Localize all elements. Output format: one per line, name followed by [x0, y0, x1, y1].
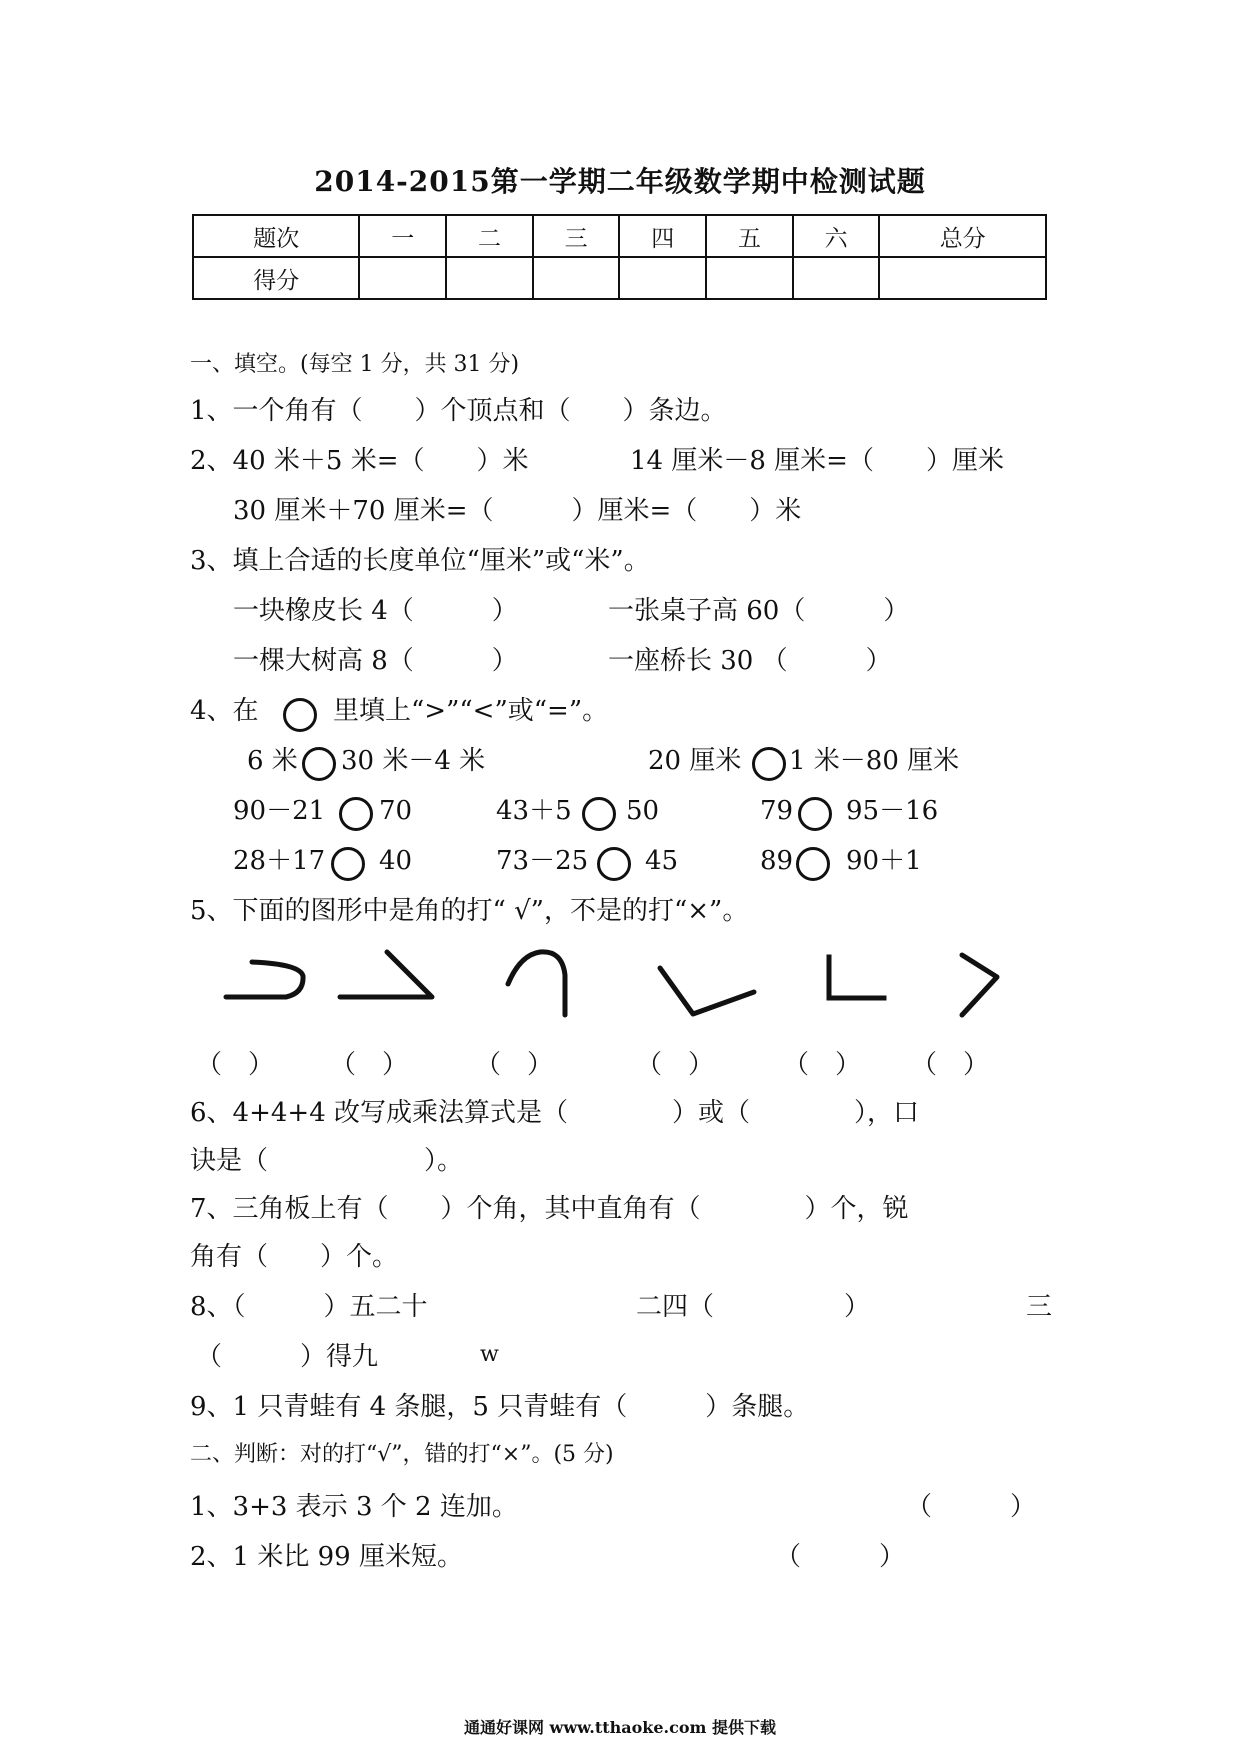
- answer-blank: （ ）: [911, 1050, 990, 1080]
- judgement-2-blank: （ ）: [775, 1542, 906, 1572]
- figure-angle-1: [340, 952, 432, 997]
- score-cell: [706, 257, 793, 299]
- footer-source: 通通好课网 www.tthaoke.com 提供下载: [463, 1718, 777, 1737]
- score-cell: [619, 257, 706, 299]
- compare-left: 6 米: [247, 746, 298, 776]
- compare-left: 89: [760, 846, 794, 876]
- compare-circle-icon: [331, 847, 365, 881]
- question-2b: 14 厘米－8 厘米=（ ）厘米: [630, 446, 1004, 476]
- score-cell: [359, 257, 446, 299]
- score-cell: [533, 257, 620, 299]
- question-7-line1: 7、三角板上有（ ）个角，其中直角有（ ）个，锐: [190, 1194, 909, 1224]
- question-3b: 一张桌子高 60（ ）: [608, 596, 910, 626]
- score-header-cell: 五: [706, 215, 793, 257]
- score-cell: [879, 257, 1046, 299]
- score-header-cell: 一: [359, 215, 446, 257]
- judgement-1-blank: （ ）: [906, 1492, 1037, 1522]
- compare-left: 79: [760, 796, 794, 826]
- compare-right: 50: [626, 796, 660, 826]
- question-2a: 2、40 米＋5 米=（ ）米: [190, 446, 529, 476]
- score-cell: [793, 257, 880, 299]
- compare-left: 73－25: [496, 846, 589, 876]
- question-3: 3、填上合适的长度单位“厘米”或“米”。: [190, 546, 650, 576]
- compare-right: 90＋1: [846, 846, 922, 876]
- question-3c: 一棵大树高 8（ ）: [233, 646, 518, 676]
- question-8-stray-mark: w: [480, 1342, 499, 1367]
- score-header-cell: 四: [619, 215, 706, 257]
- answer-blank: （ ）: [636, 1050, 715, 1080]
- compare-circle-icon: [597, 847, 631, 881]
- score-table-score-row: [193, 257, 1046, 299]
- compare-left: 90－21: [233, 796, 326, 826]
- question-4-suffix: 里填上“>”“<”或“=”。: [333, 696, 609, 726]
- figure-curved-corner: [508, 952, 565, 1015]
- question-3a: 一块橡皮长 4（ ）: [233, 596, 518, 626]
- score-table-header-row: [193, 215, 1046, 257]
- question-7-line2: 角有（ ）个。: [190, 1242, 399, 1272]
- question-6-line1: 6、4+4+4 改写成乘法算式是（ ）或（ ），口: [190, 1098, 920, 1128]
- compare-circle-icon: [796, 847, 830, 881]
- score-header-cell: 题次: [193, 215, 359, 257]
- score-header-cell: 六: [793, 215, 880, 257]
- page-title: 2014-2015第一学期二年级数学期中检测试题: [314, 165, 926, 198]
- compare-right: 45: [645, 846, 679, 876]
- score-row-label: 得分: [193, 257, 359, 299]
- question-4-prefix: 4、在: [190, 696, 259, 726]
- compare-circle-icon: [302, 747, 336, 781]
- figure-curve-shape: [226, 962, 303, 997]
- compare-right: 1 米－80 厘米: [789, 746, 960, 776]
- question-8-part4: （ ）得九: [196, 1342, 379, 1372]
- question-5: 5、下面的图形中是角的打“ √”，不是的打“×”。: [190, 896, 749, 926]
- compare-circle-icon: [582, 797, 616, 831]
- question-3d: 一座桥长 30 （ ）: [608, 646, 892, 676]
- answer-blank: （ ）: [196, 1050, 275, 1080]
- question-8-part3: 三: [1026, 1292, 1053, 1322]
- compare-right: 40: [379, 846, 413, 876]
- question-9: 9、1 只青蛙有 4 条腿，5 只青蛙有（ ）条腿。: [190, 1392, 810, 1422]
- answer-blank: （ ）: [783, 1050, 862, 1080]
- answer-blank: （ ）: [330, 1050, 409, 1080]
- compare-right: 30 米－4 米: [341, 746, 486, 776]
- score-table: [192, 214, 1047, 300]
- compare-right: 70: [379, 796, 413, 826]
- question-6-line2: 诀是（ ）。: [190, 1146, 464, 1176]
- question-2c: 30 厘米＋70 厘米=（ ）厘米=（ ）米: [233, 496, 802, 526]
- section1-heading: 一、填空。(每空 1 分，共 31 分): [190, 352, 520, 377]
- question-8-part1: 8、（ ）五二十: [190, 1292, 428, 1322]
- figure-angle-2: [660, 968, 754, 1014]
- figure-angle-3: [962, 955, 997, 1015]
- compare-circle-icon: [283, 698, 317, 732]
- angle-figures: [0, 930, 1240, 1040]
- compare-circle-icon: [798, 797, 832, 831]
- section2-heading: 二、判断：对的打“√”，错的打“×”。(5 分): [190, 1442, 614, 1467]
- compare-left: 20 厘米: [648, 746, 742, 776]
- question-8-part2: 二四（ ）: [636, 1292, 871, 1322]
- score-header-cell: 二: [446, 215, 533, 257]
- compare-left: 43＋5: [496, 796, 572, 826]
- compare-circle-icon: [339, 797, 373, 831]
- score-cell: [446, 257, 533, 299]
- judgement-2: 2、1 米比 99 厘米短。: [190, 1542, 463, 1572]
- compare-left: 28＋17: [233, 846, 326, 876]
- compare-circle-icon: [752, 747, 786, 781]
- compare-right: 95－16: [846, 796, 939, 826]
- figure-right-angle: [829, 957, 884, 998]
- question-1: 1、一个角有（ ）个顶点和（ ）条边。: [190, 396, 727, 426]
- score-header-cell: 总分: [879, 215, 1046, 257]
- answer-blank: （ ）: [475, 1050, 554, 1080]
- score-header-cell: 三: [533, 215, 620, 257]
- judgement-1: 1、3+3 表示 3 个 2 连加。: [190, 1492, 518, 1522]
